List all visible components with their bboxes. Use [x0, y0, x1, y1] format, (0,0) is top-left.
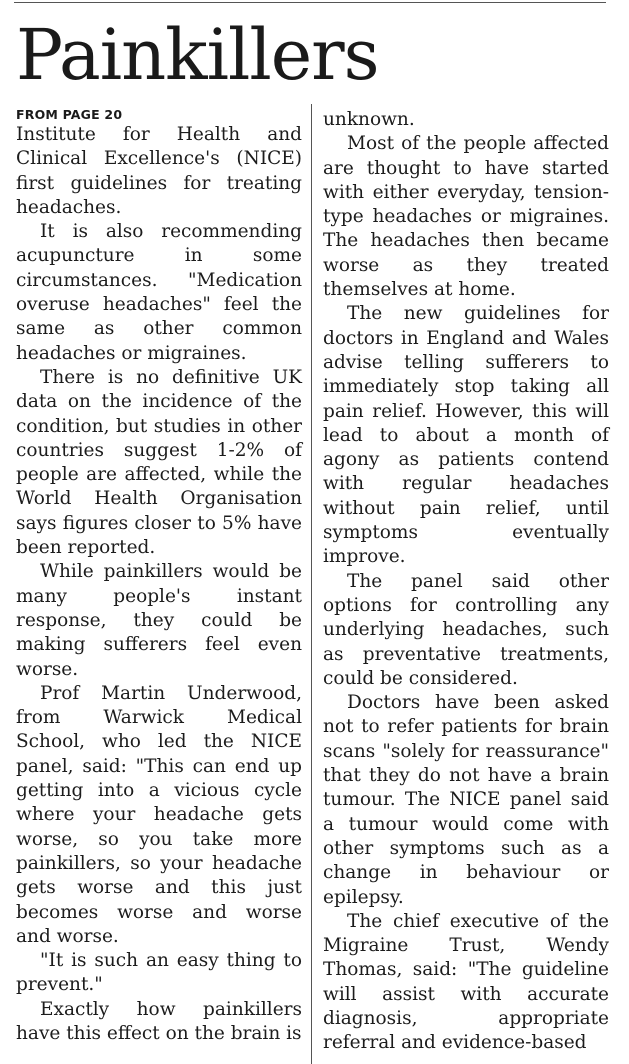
article-column-right [323, 108, 609, 1056]
paragraph: The panel said other options for controlling any underlying headaches, such as preventative treatments, could be considered. [323, 570, 609, 689]
paragraph: Most of the people affected are thought to have started with either everyday, tension-type headaches or migraines. The headaches then became worse as they treated themselves at home. [323, 133, 609, 301]
article-column-left [16, 108, 302, 1046]
paragraph: unknown. [323, 109, 415, 130]
column-divider [311, 104, 312, 1064]
paragraph: It is also recommending acupuncture in some circumstances. "Medication overuse headaches" feel the same as other common headaches or migraines. [16, 221, 302, 364]
paragraph: Prof Martin Underwood, from Warwick Medical School, who led the NICE panel, said: "This can end up getting into a vicious cycle where your headache gets worse, so you take more painkillers, so your headache gets worse and this just becomes worse and worse and worse. [16, 682, 302, 947]
paragraph: Institute for Health and Clinical Excellence's (NICE) first guidelines for treating headaches. [16, 124, 302, 218]
paragraph: There is no definitive UK data on the incidence of the condition, but studies in other countries suggest 1-2% of people are affected, while the World Health Organisation says figures closer to 5% have been reported. [16, 366, 302, 559]
paragraph: The new guidelines for doctors in England and Wales advise telling sufferers to immediately stop taking all pain relief. However, this will lead to about a month of agony as patients contend with regular headaches without pain relief, until symptoms eventually improve. [323, 303, 609, 568]
continuation-kicker: FROM PAGE 20 [16, 107, 123, 122]
headline: Painkillers [16, 14, 379, 96]
paragraph: The chief executive of the Migraine Trust, Wendy Thomas, said: "The guideline will assist with accurate diagnosis, appropriate referral and evidence-based [323, 910, 609, 1054]
top-rule [14, 2, 606, 3]
paragraph: "It is such an easy thing to prevent." [16, 950, 302, 996]
paragraph: While painkillers would be many people's instant response, they could be making sufferers feel even worse. [16, 561, 302, 680]
paragraph: Exactly how painkillers have this effect on the brain is [16, 998, 302, 1044]
paragraph: Doctors have been asked not to refer patients for brain scans "solely for reassurance" that they do not have a brain tumour. The NICE panel said a tumour would come with other symptoms such as a change in behaviour or epilepsy. [323, 692, 609, 908]
